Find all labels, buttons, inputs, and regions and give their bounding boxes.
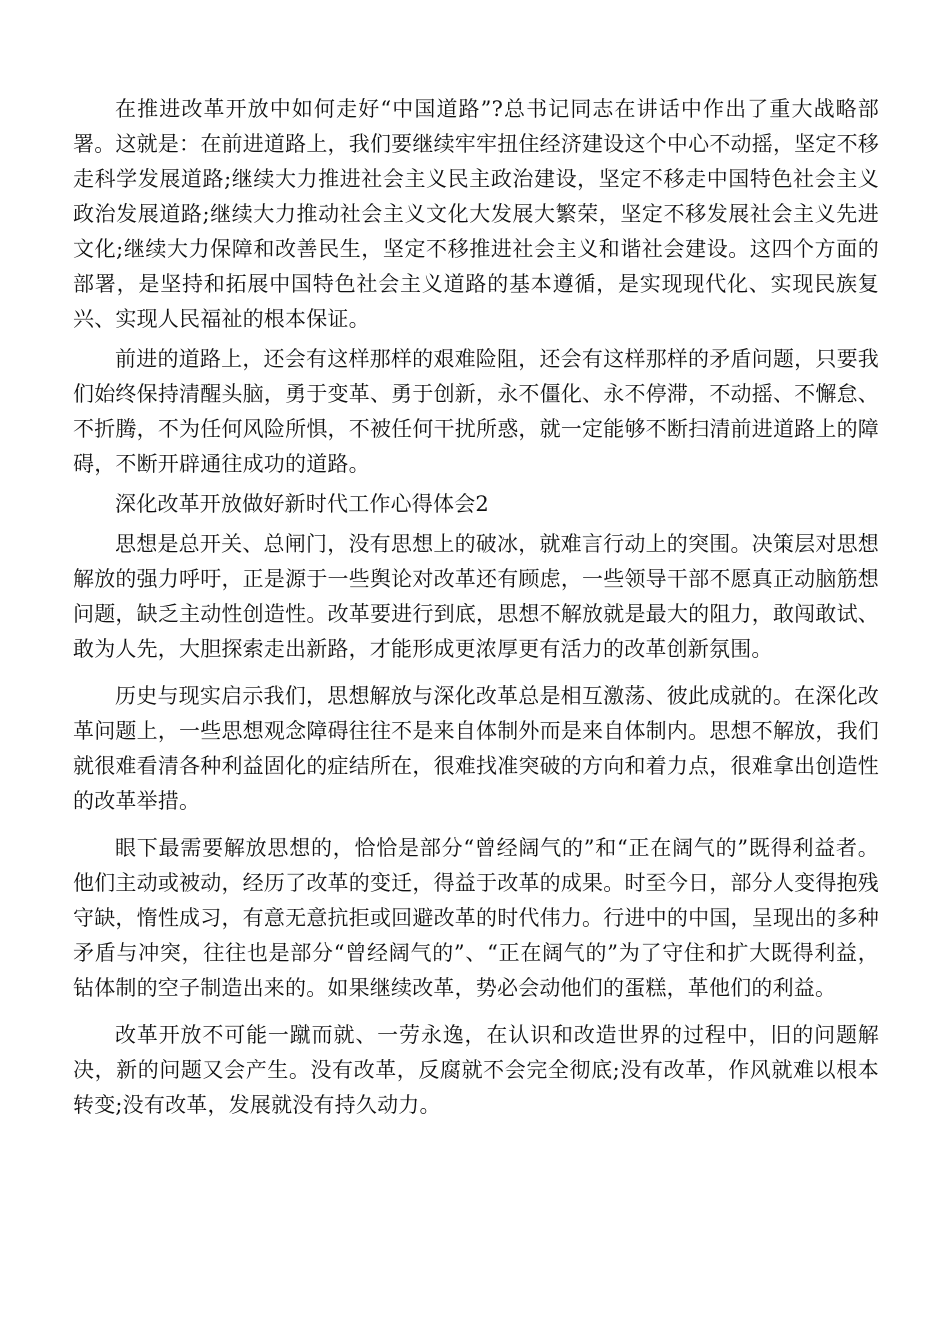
paragraph-reform-continuous: 改革开放不可能一蹴而就、一劳永逸，在认识和改造世界的过程中，旧的问题解决，新的问题又会产生。没有改革，反腐就不会完全彻底;没有改革，作风就难以根本转变;没有改革，发展就没有持久动力。 [73, 1023, 879, 1117]
paragraph-history-reality: 历史与现实启示我们，思想解放与深化改革总是相互激荡、彼此成就的。在深化改革问题上，一些思想观念障碍往往不是来自体制外而是来自体制内。思想不解放，我们就很难看清各种利益固化的症结所在，很难找准突破的方向和着力点，很难拿出创造性的改革举措。 [73, 684, 879, 813]
paragraph-chinese-road: 在推进改革开放中如何走好“中国道路”?总书记同志在讲话中作出了重大战略部署。这就是：在前进道路上，我们要继续牢牢扭住经济建设这个中心不动摇，坚定不移走科学发展道路;继续大力推进社会主义民主政治建设，坚定不移走中国特色社会主义政治发展道路;继续大力推动社会主义文化大发展大繁荣，坚定不移发展社会主义先进文化;继续大力保障和改善民生，坚定不移推进社会主义和谐社会建设。这四个方面的部署，是坚持和拓展中国特色社会主义道路的基本遵循，是实现现代化、实现民族复兴、实现人民福祉的根本保证。 [73, 97, 879, 331]
paragraph-road-ahead: 前进的道路上，还会有这样那样的艰难险阻，还会有这样那样的矛盾问题，只要我们始终保持清醒头脑，勇于变革、勇于创新，永不僵化、永不停滞，不动摇、不懈怠、不折腾，不为任何风险所惧，不被任何干扰所惑，就一定能够不断扫清前进道路上的障碍，不断开辟通往成功的道路。 [73, 347, 879, 476]
paragraph-thought-liberation: 思想是总开关、总闸门，没有思想上的破冰，就难言行动上的突围。决策层对思想解放的强力呼吁，正是源于一些舆论对改革还有顾虑，一些领导干部不愿真正动脑筋想问题，缺乏主动性创造性。改革要进行到底，思想不解放就是最大的阻力，敢闯敢试、敢为人先，大胆探索走出新路，才能形成更浓厚更有活力的改革创新氛围。 [73, 532, 879, 661]
paragraph-vested-interests: 眼下最需要解放思想的，恰恰是部分“曾经阔气的”和“正在阔气的”既得利益者。他们主动或被动，经历了改革的变迁，得益于改革的成果。时至今日，部分人变得抱残守缺，惰性成习，有意无意抗拒或回避改革的时代伟力。行进中的中国，呈现出的多种矛盾与冲突，往往也是部分“曾经阔气的”、“正在阔气的”为了守住和扩大既得利益，钻体制的空子制造出来的。如果继续改革，势必会动他们的蛋糕，革他们的利益。 [73, 836, 879, 1000]
section-heading: 深化改革开放做好新时代工作心得体会2 [115, 492, 489, 516]
document-page [73, 92, 879, 1128]
